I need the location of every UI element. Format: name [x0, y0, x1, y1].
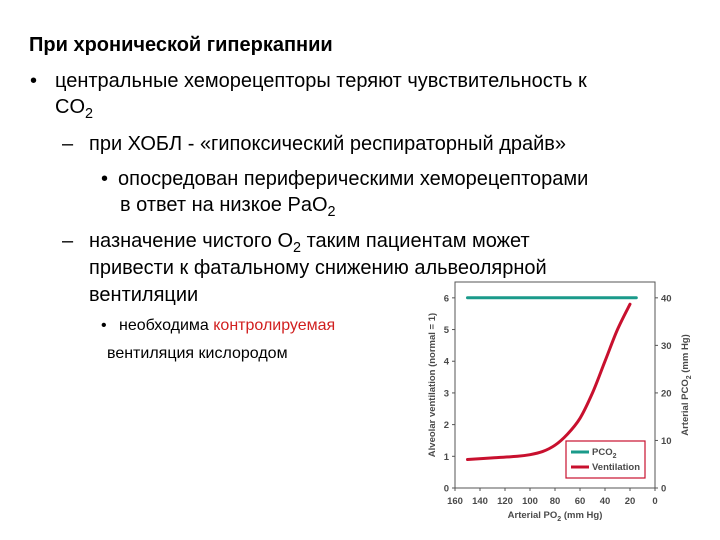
sub-bullet-marker: •: [101, 317, 107, 334]
x-tick-label: 160: [447, 496, 463, 507]
sub-bullet2-pre: необходима: [119, 317, 214, 334]
y-right-tick-label: 40: [661, 293, 672, 305]
dash-marker: –: [62, 230, 74, 252]
series-layer: [468, 298, 637, 460]
y-right-tick-label: 0: [661, 483, 667, 495]
bullet1-text: центральные хеморецепторы теряют чувствительность к: [55, 70, 587, 92]
x-tick-label: 60: [574, 496, 586, 507]
y-left-tick-label: 4: [443, 356, 449, 368]
highlight-controlled: контролируемая: [213, 317, 336, 334]
ventilation-pco2-chart: [415, 278, 693, 540]
y-left-tick-label: 6: [443, 293, 449, 305]
dash2-line2: привести к фатальному снижению альвеолярной: [89, 257, 547, 279]
y-right-tick-label: 20: [661, 388, 672, 400]
legend-pco2-label: $PCO_2$: [592, 447, 617, 460]
pao2-subscript: 2: [327, 204, 336, 221]
x-tick-label: 0: [652, 496, 658, 507]
bullet1-line2: [55, 96, 94, 123]
x-tick-label: 20: [624, 496, 636, 507]
co2-text: CO: [55, 96, 85, 118]
ventilation-series-line: [468, 304, 631, 459]
legend-ventilation-label: Ventilation: [592, 462, 641, 473]
y-right-tick-label: 30: [661, 340, 672, 352]
sub-bullet2-line1: [119, 317, 335, 335]
x-tick-label: 100: [522, 496, 538, 507]
x-tick-label: 140: [472, 496, 488, 507]
y-left-tick-label: 0: [443, 483, 449, 495]
co2-subscript: 2: [85, 106, 94, 123]
pao2-text: в ответ на низкое PaO: [120, 194, 328, 216]
x-tick-label: 120: [497, 496, 513, 507]
dash2-line3: вентиляции: [89, 284, 199, 306]
left-axis-ticks: [444, 293, 455, 494]
x-tick-label: 80: [549, 496, 561, 507]
sub-bullet-marker: •: [101, 168, 109, 190]
x-axis-label: Arterial $PO_2$ (mm Hg): [507, 510, 603, 523]
sub-bullet1-line2: [120, 194, 336, 221]
o2-subscript: 2: [293, 240, 302, 257]
dash2-line1: [89, 230, 530, 257]
dash2-line1-pre: назначение чистого O: [89, 230, 294, 252]
y-left-tick-label: 2: [443, 420, 449, 432]
bullet-marker: •: [30, 70, 38, 92]
y-left-tick-label: 3: [443, 388, 449, 400]
sub-bullet2-line2: вентиляция кислородом: [107, 345, 288, 362]
y-left-tick-label: 1: [443, 451, 449, 463]
dash-marker: –: [62, 133, 74, 155]
sub-bullet1-line1: опосредован периферическими хеморецепторами: [118, 168, 589, 190]
x-tick-label: 40: [599, 496, 611, 507]
y-right-tick-label: 10: [661, 435, 672, 447]
y-left-tick-label: 5: [443, 325, 449, 337]
y-axis-right-label: Arterial $PCO_2$ (mm Hg): [680, 334, 693, 436]
dash2-line1-post: таким пациентам может: [301, 230, 530, 252]
right-axis-ticks: [655, 293, 672, 494]
x-axis-ticks: [447, 488, 658, 507]
dash1-text: при ХОБЛ - «гипоксический респираторный драйв»: [89, 133, 567, 155]
y-axis-left-label: Alveolar ventilation (normal = 1): [427, 312, 438, 458]
slide-heading: При хронической гиперкапнии: [29, 34, 333, 56]
